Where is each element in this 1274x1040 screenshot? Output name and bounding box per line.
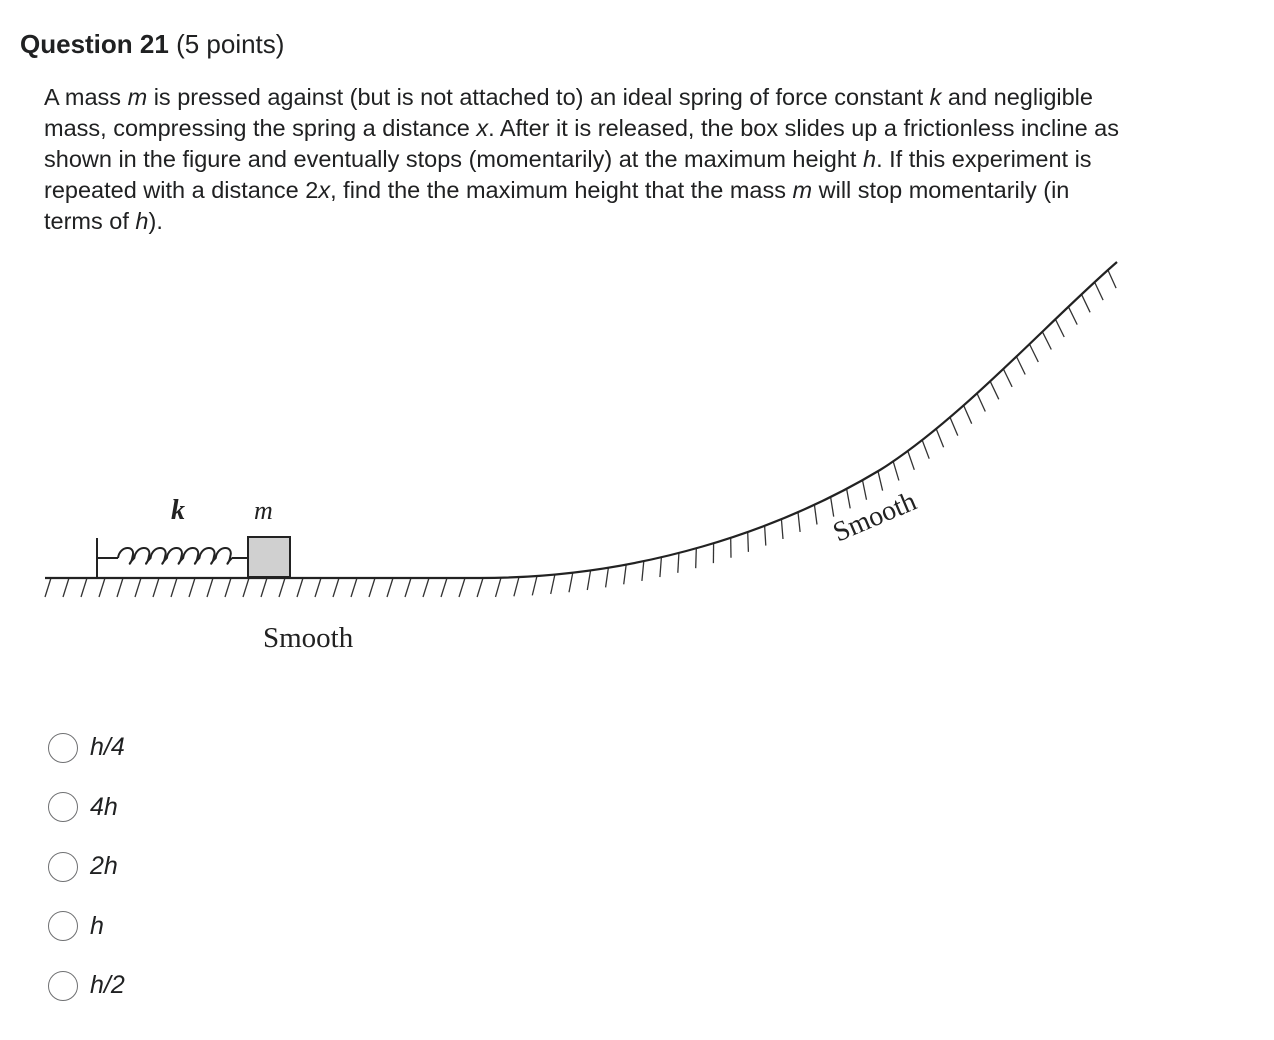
- option-label: 4h: [90, 792, 118, 821]
- option-4h[interactable]: [48, 778, 125, 838]
- option-h[interactable]: [48, 897, 125, 957]
- spring-icon: [97, 538, 248, 578]
- option-label: h: [90, 911, 104, 940]
- option-h-half[interactable]: [48, 956, 125, 1016]
- question-points: (5 points): [176, 29, 285, 59]
- floor-smooth-label: Smooth: [263, 622, 354, 654]
- option-label: h/2: [90, 971, 125, 1000]
- option-label: h/4: [90, 733, 125, 762]
- question-text: A mass m is pressed against (but is not attached to) an ideal spring of force constant k and negligible mass, compressing the spring a distance x. After it is released, the box slides up a frictionless incline as shown in the figure and eventually stops (momentarily) at the maximum height h. If this experiment is repeated with a distance 2x, find the the maximum height that the mass m will stop momentarily (in terms of h).: [44, 84, 1119, 234]
- radio-button[interactable]: [48, 852, 78, 882]
- option-label: 2h: [90, 852, 118, 881]
- option-2h[interactable]: [48, 837, 125, 897]
- incline-smooth-label: Smooth: [828, 485, 921, 549]
- answer-options: [48, 718, 125, 1016]
- mass-block: [248, 537, 290, 577]
- radio-button[interactable]: [48, 733, 78, 763]
- radio-button[interactable]: [48, 911, 78, 941]
- spring-incline-figure: [0, 240, 1274, 680]
- spring-label: k: [171, 495, 185, 526]
- question-header: [20, 26, 284, 62]
- radio-button[interactable]: [48, 792, 78, 822]
- ground-surface: [45, 262, 1117, 578]
- mass-label: m: [254, 496, 273, 525]
- option-h-quarter[interactable]: [48, 718, 125, 778]
- question-title: Question 21: [20, 29, 169, 59]
- radio-button[interactable]: [48, 971, 78, 1001]
